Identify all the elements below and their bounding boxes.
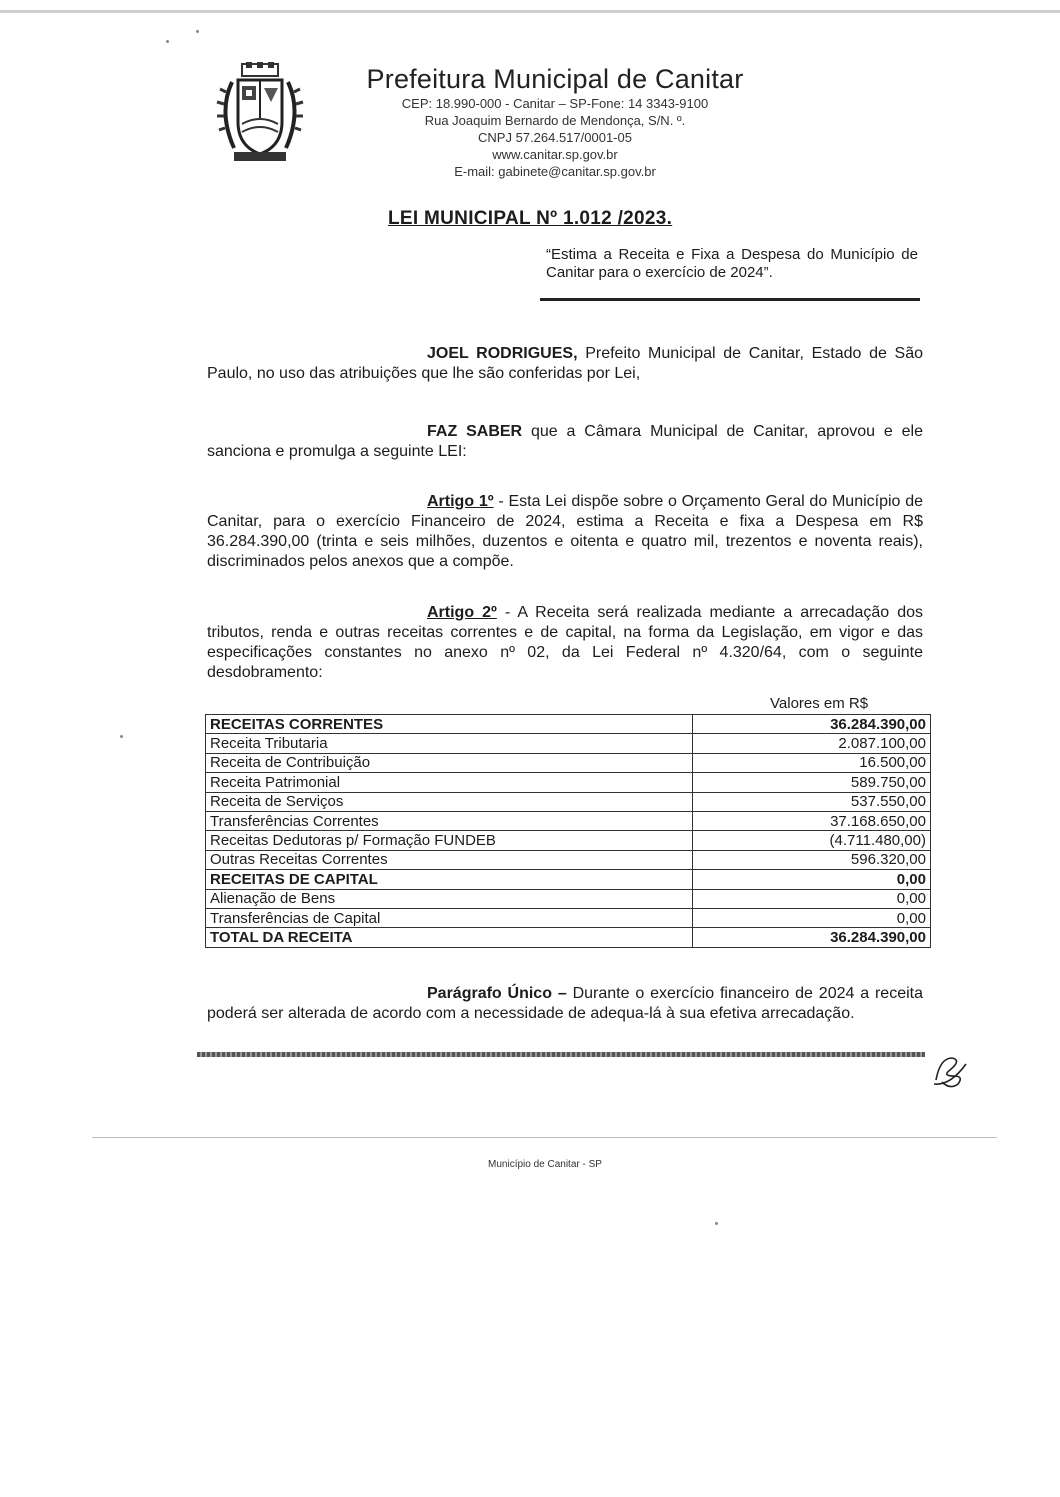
revenue-value: 596.320,00 [693,850,931,869]
scan-speck [120,735,123,738]
org-address-line: Rua Joaquim Bernardo de Mendonça, S/N. º. [424,113,686,128]
revenue-category: Outras Receitas Correntes [206,850,693,869]
revenue-value: 36.284.390,00 [693,715,931,734]
scan-speck [196,30,199,33]
revenue-value: 589.750,00 [693,773,931,792]
table-row [206,908,931,927]
revenue-category: Receita de Serviços [206,792,693,811]
revenue-category: RECEITAS CORRENTES [206,715,693,734]
values-unit-label: Valores em R$ [770,695,869,712]
footer-text: Município de Canitar - SP [488,1159,602,1170]
revenue-category: Receita Tributaria [206,734,693,753]
scan-speck [715,1222,718,1225]
revenue-category: RECEITAS DE CAPITAL [206,870,693,889]
revenue-category: Receitas Dedutoras p/ Formação FUNDEB [206,831,693,850]
table-row [206,850,931,869]
table-row [206,889,931,908]
org-email: E-mail: gabinete@canitar.sp.gov.br [454,164,656,179]
revenue-category: Receita de Contribuição [206,753,693,772]
org-address-line: CEP: 18.990-000 - Canitar – SP-Fone: 14 3343-9100 [401,96,709,111]
scan-speck [166,40,169,43]
faz-saber-paragraph [207,422,923,462]
ementa-rule [540,298,920,301]
revenue-category: Alienação de Bens [206,889,693,908]
revenue-category: Receita Patrimonial [206,773,693,792]
revenue-value: 0,00 [693,908,931,927]
paragrafo-unico-label: Parágrafo Único – [427,985,567,1002]
paragrafo-unico [207,984,923,1024]
table-row [206,792,931,811]
revenue-value: 537.550,00 [693,792,931,811]
artigo-2-paragraph [207,603,923,683]
revenue-value: 36.284.390,00 [693,928,931,947]
revenue-category: TOTAL DA RECEITA [206,928,693,947]
revenue-value: 37.168.650,00 [693,811,931,830]
table-row [206,734,931,753]
footer-rule [92,1137,997,1138]
table-row [206,811,931,830]
table-row [206,928,931,947]
law-ementa: “Estima a Receita e Fixa a Despesa do Município de Canitar para o exercício de 2024”. [546,246,918,281]
revenue-value: 2.087.100,00 [693,734,931,753]
org-website: www.canitar.sp.gov.br [492,147,618,162]
revenue-value: 16.500,00 [693,753,931,772]
revenue-value: (4.711.480,00) [693,831,931,850]
table-row [206,831,931,850]
revenue-table [205,714,931,948]
paragrafo-unico-text: Durante o exercício financeiro de 2024 a receita poderá ser alterada de acordo com a necessidade de adequa-lá à sua efetiva arrecadação. [207,985,924,1022]
revenue-value: 0,00 [693,889,931,908]
table-row [206,753,931,772]
revenue-value: 0,00 [693,870,931,889]
table-row [206,870,931,889]
municipal-coat-of-arms-icon [212,62,308,166]
handwritten-initials-icon [930,1050,970,1090]
artigo-1-text: - Esta Lei dispõe sobre o Orçamento Geral do Município de Canitar, para o exercício Financeiro de 2024, estima a Receita e fixa a Despesa em R$ 36.284.390,00 (trinta e seis milhões, duzentos e oitenta e quatro mil, trezentos e noventa reais), discriminados pelos anexos que a compõe. [207,493,924,570]
intro-paragraph [207,344,923,384]
artigo-1-label: Artigo 1º [427,493,494,510]
scan-edge-line [0,10,1060,13]
artigo-2-label: Artigo 2º [427,604,497,621]
revenue-category: Transferências Correntes [206,811,693,830]
artigo-2-text: - A Receita será realizada mediante a arrecadação dos tributos, renda e outras receitas correntes e de capital, na forma da Legislação, em vigor e das especificações constantes no anexo nº 02, da Lei Federal nº 4.320/64, com o seguinte desdobramento: [207,604,923,681]
table-row [206,715,931,734]
letterhead [340,64,770,180]
faz-saber-text: que a Câmara Municipal de Canitar, aprovou e ele sanciona e promulga a seguinte LEI: [207,423,923,460]
org-name: Prefeitura Municipal de Canitar [366,64,744,94]
org-cnpj: CNPJ 57.264.517/0001-05 [478,130,632,145]
faz-saber-lead: FAZ SABER [427,423,523,440]
table-row [206,773,931,792]
intro-text: Prefeito Municipal de Canitar, Estado de São Paulo, no uso das atribuições que lhe são conferidas por Lei, [207,345,924,382]
law-title: LEI MUNICIPAL Nº 1.012 /2023. [388,208,673,229]
artigo-1-paragraph [207,492,923,572]
mayor-name: JOEL RODRIGUES, [427,345,578,362]
revenue-category: Transferências de Capital [206,908,693,927]
page-bottom-rule [197,1052,925,1057]
